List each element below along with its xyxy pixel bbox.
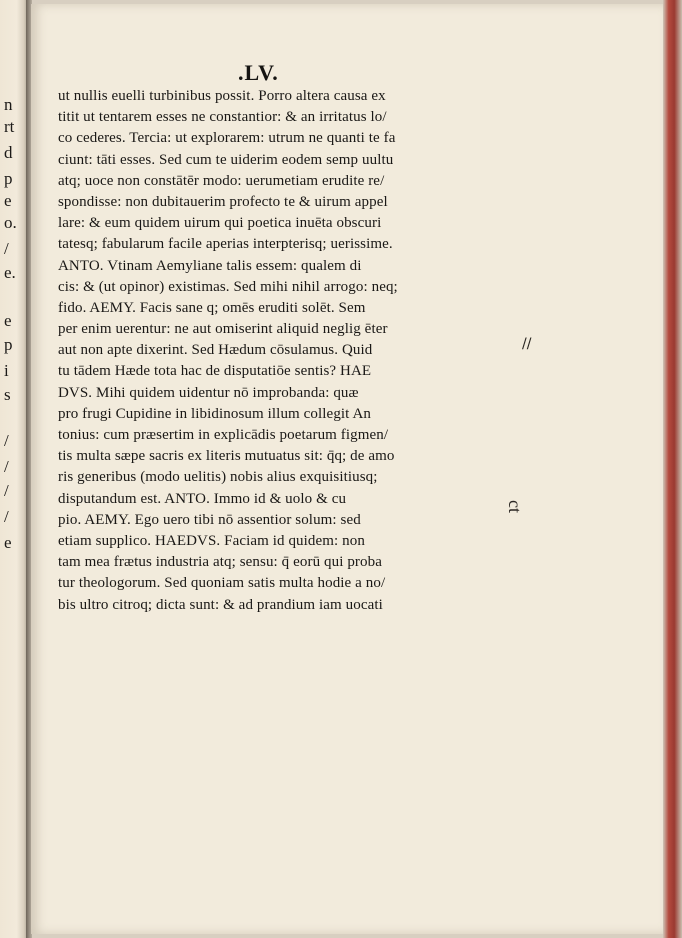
text-line: fido. AEMY. Facis sane q; omēs eruditi solēt. Sem: [58, 299, 366, 316]
text-line: bis ultro citroq; dicta sunt: & ad prandium iam uocati: [58, 596, 383, 613]
body-text: [58, 86, 488, 616]
text-line: ANTO. Vtinam Aemyliane talis essem: qualem di: [58, 257, 362, 274]
text-line: disputandum est. ANTO. Immo id & uolo & cu: [58, 490, 347, 507]
folio-number: .LV.: [238, 60, 279, 85]
left-page-fragment: p: [4, 169, 13, 188]
text-line: tatesq; fabularum facile aperias interpterisq; uerissime.: [58, 236, 393, 253]
text-line: tur theologorum. Sed quoniam satis multa hodie a no/: [58, 575, 386, 592]
left-page-fragment: /: [4, 457, 9, 476]
left-page-fragment: e.: [4, 263, 16, 282]
text-line: tis multa sæpe sacris ex literis mutuatus sit: q̄q; de amo: [58, 448, 395, 465]
left-page-fragment: e: [4, 533, 12, 552]
text-line: DVS. Mihi quidem uidentur nō improbanda: quæ: [58, 384, 359, 401]
text-line: ris generibus (modo uelitis) nobis alius exquisitiusq;: [58, 469, 378, 486]
text-line: etiam supplico. HAEDVS. Faciam id quidem: non: [58, 532, 365, 549]
text-line: tam mea frætus industria atq; sensu: q̄ eorū qui proba: [58, 554, 382, 571]
left-page-fragment: s: [4, 385, 11, 404]
left-page-fragment: /: [4, 239, 9, 258]
text-line: ciunt: tāti esses. Sed cum te uiderim eodem semp uultu: [58, 151, 394, 168]
left-page-fragment: o.: [4, 213, 17, 232]
text-line: tonius: cum præsertim in explicādis poetarum figmen/: [58, 427, 389, 443]
text-line: lare: & eum quidem uirum qui poetica inuēta obscuri: [58, 215, 382, 232]
left-page-fragment: d: [4, 143, 13, 162]
left-page-fragment: /: [4, 507, 9, 526]
page-edge-red: [663, 0, 682, 938]
left-page-fragment: rt: [4, 117, 15, 136]
margin-mark: //: [522, 336, 532, 352]
left-page-fragment: e: [4, 191, 12, 210]
left-page-fragment: /: [4, 431, 9, 450]
text-line: pio. AEMY. Ego uero tibi nō assentior solum: sed: [58, 511, 361, 528]
text-line: titit ut tentarem esses ne constantior: & an irritatus lo/: [58, 109, 387, 126]
text-line: per enim uerentur: ne aut omiserint aliquid neglig ēter: [58, 321, 388, 338]
text-line: co cederes. Tercia: ut explorarem: utrum ne quanti te fa: [58, 130, 396, 147]
margin-note: ct: [505, 500, 525, 513]
text-line: pro frugi Cupidine in libidinosum illum collegit An: [58, 405, 372, 422]
text-line: aut non apte dixerint. Sed Hædum cōsulamus. Quid: [58, 342, 373, 359]
left-page-fragment: /: [4, 481, 9, 500]
left-page-edge: [0, 0, 28, 938]
text-line: cis: & (ut opinor) existimas. Sed mihi nihil arrogo: neq;: [58, 278, 398, 295]
left-page-fragment: i: [4, 361, 9, 380]
left-page-fragment: p: [4, 335, 13, 354]
text-line: ut nullis euelli turbinibus possit. Porro altera causa ex: [58, 88, 386, 104]
text-line: atq; uoce non constātēr modo: uerumetiam erudite re/: [58, 172, 385, 189]
text-line: tu tādem Hæde tota hac de disputatiōe sentis? HAE: [58, 363, 372, 380]
text-line: spondisse: non dubitauerim profecto te & uirum appel: [58, 193, 388, 210]
left-page-fragment: n: [4, 95, 13, 114]
left-page-fragment: e: [4, 311, 12, 330]
